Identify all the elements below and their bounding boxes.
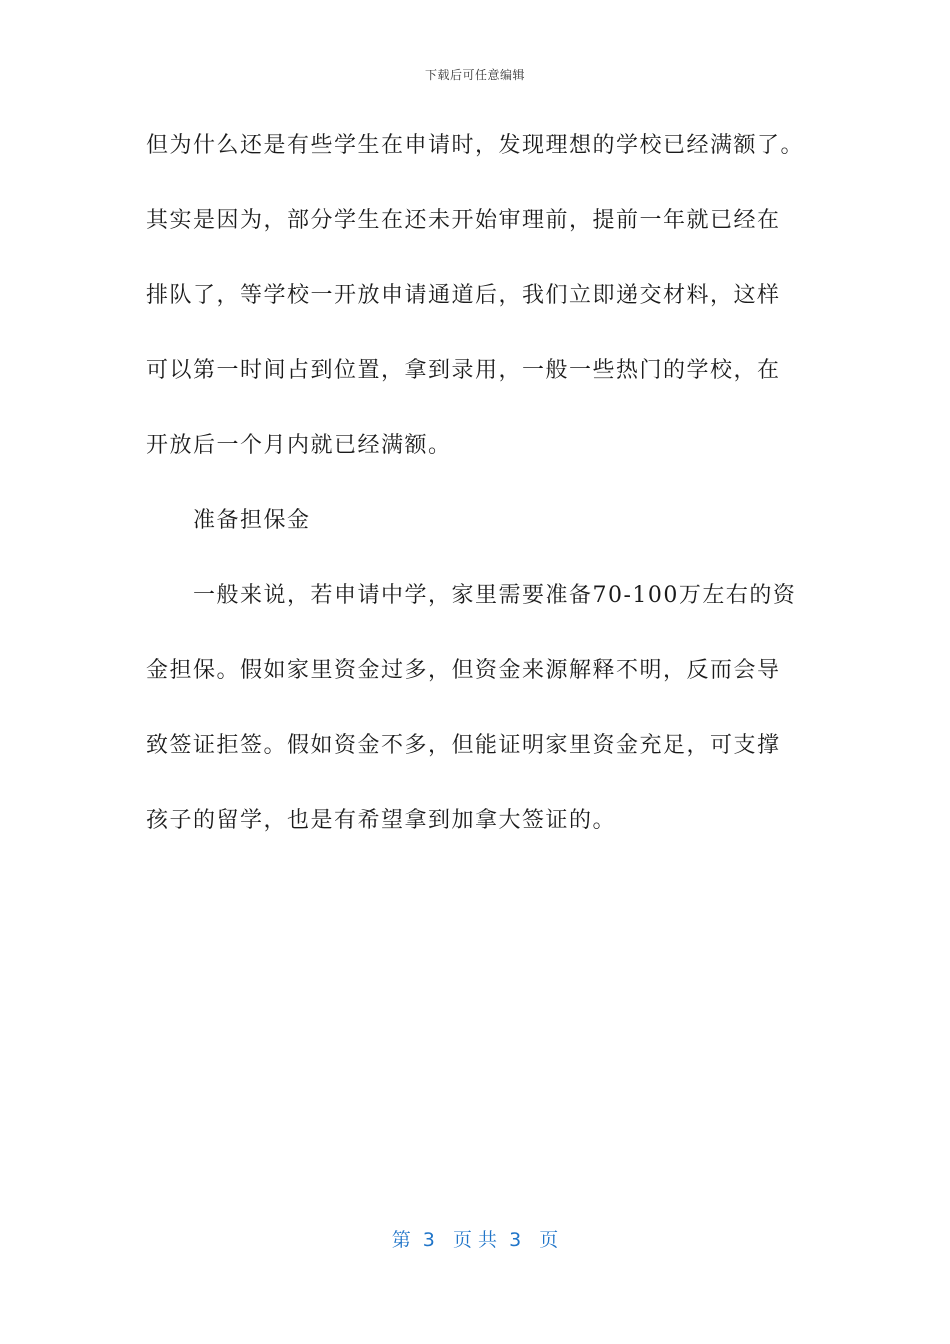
document-body xyxy=(146,124,806,874)
paragraph-line: 开放后一个月内就已经满额。 xyxy=(146,433,452,458)
page-number-footer: 第 3 页 共 3 页 xyxy=(391,1229,559,1251)
paragraph-line: 孩子的留学，也是有希望拿到加拿大签证的。 xyxy=(146,808,617,833)
paragraph-line: 但为什么还是有些学生在申请时，发现理想的学校已经满额了。 xyxy=(146,133,805,158)
paragraph-line: 其实是因为，部分学生在还未开始审理前，提前一年就已经在 xyxy=(146,208,781,233)
paragraph-line: 金担保。假如家里资金过多，但资金来源解释不明，反而会导 xyxy=(146,658,781,683)
paragraph-line: 可以第一时间占到位置，拿到录用，一般一些热门的学校，在 xyxy=(146,358,781,383)
paragraph-line: 排队了，等学校一开放申请通道后，我们立即递交材料，这样 xyxy=(146,283,781,308)
paragraph-line: 一般来说，若申请中学，家里需要准备70-100万左右的资 xyxy=(193,583,797,608)
page-header: 下载后可任意编辑 xyxy=(424,68,525,82)
paragraph-line: 致签证拒签。假如资金不多，但能证明家里资金充足，可支撑 xyxy=(146,733,781,758)
section-heading: 准备担保金 xyxy=(193,508,311,533)
